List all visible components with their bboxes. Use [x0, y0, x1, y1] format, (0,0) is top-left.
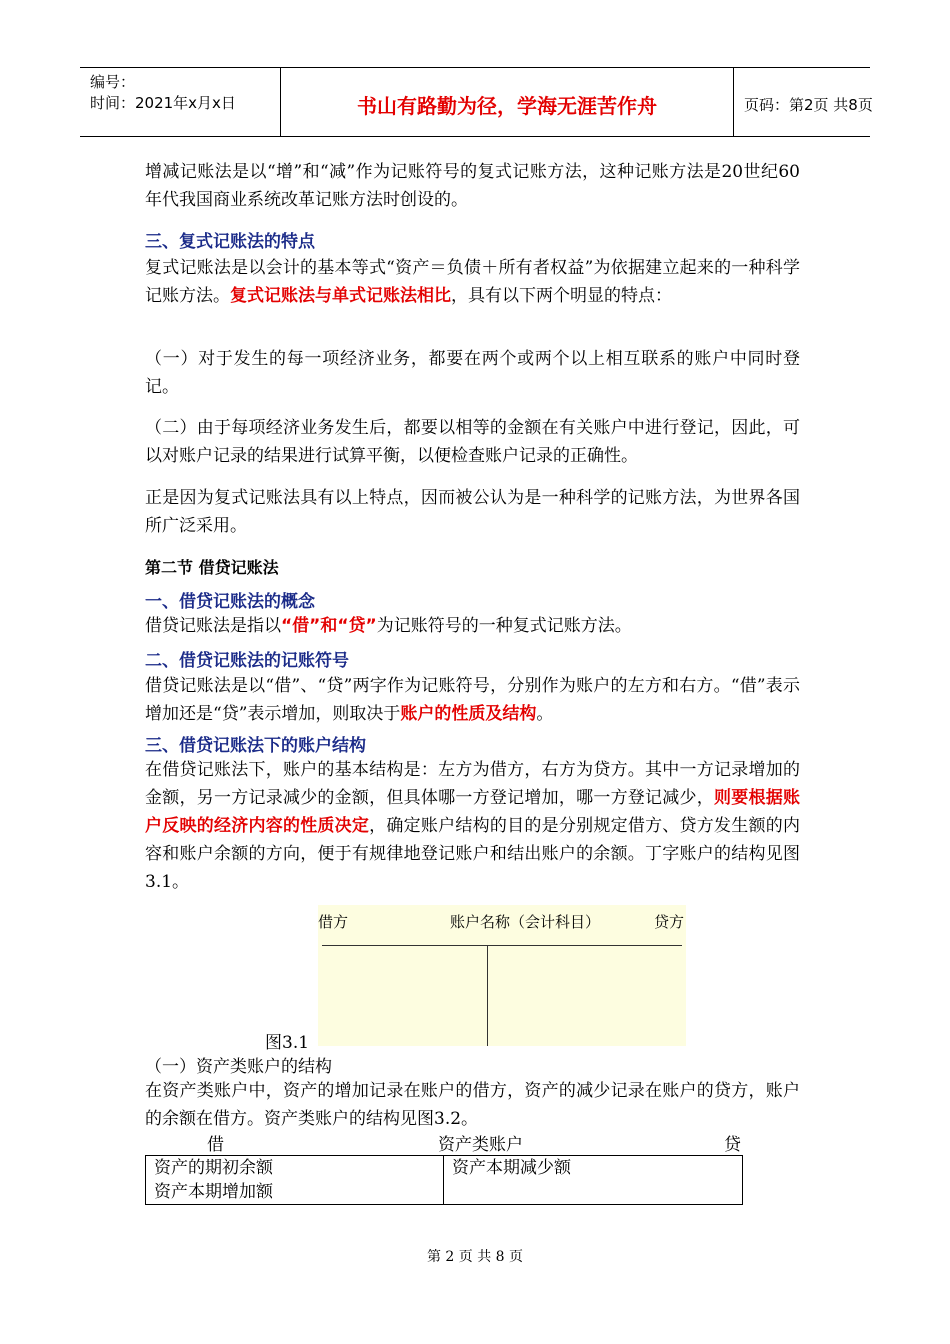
page-label: 页码：第2页 共8页: [744, 96, 873, 114]
page-header: [80, 67, 873, 137]
text-segment: 为记账符号的一种复式记账方法。: [376, 616, 632, 636]
motto: 书山有路勤为径，学海无涯苦作舟: [357, 94, 657, 118]
text-segment: ，确定账户结构的目的是分别规定借方、贷方发生额的内容和账户余额的方向，便于有规律地登记账户和结出账户的余额。丁字账户的结构见图3.1。: [145, 816, 801, 892]
text-segment: 借贷记账法是指以: [145, 616, 281, 636]
acct-credit-label: 贷: [724, 1135, 741, 1155]
asset-account-table: [145, 1155, 743, 1205]
highlight-nature-structure: 账户的性质及结构: [400, 704, 537, 724]
highlight-debit-credit: “借”和“贷”: [281, 616, 377, 636]
figure-caption: 图3.1: [265, 1033, 310, 1053]
paragraph-increase-decrease: 增减记账法是以“增”和“减”作为记账符号的复式记账方法，这种记账方法是20世纪60年代我国商业系统改革记账方法时创设的。: [145, 162, 800, 210]
date-label: 时间：2021年x月x日: [90, 94, 236, 112]
text-segment: 借贷记账法是以“借”、“贷”两字作为记账符号，分别作为账户的左方和右方。“借”表示增加还是“贷”表示增加，则取决于: [145, 676, 800, 724]
heading-concept: 一、借贷记账法的概念: [145, 592, 315, 612]
text-segment: 。: [536, 704, 554, 724]
page-footer: 第 2 页 共 8 页: [426, 1249, 524, 1265]
t-horizontal-line: [322, 945, 682, 946]
acct-debit-label: 借: [207, 1135, 224, 1155]
t-account-name: 账户名称（会计科目）: [450, 913, 601, 931]
paragraph-concept: [145, 612, 800, 640]
heading-structure: 三、借贷记账法下的账户结构: [145, 736, 366, 756]
paragraph-point-two: （二）由于每项经济业务发生后，都要以相等的金额在有关账户中进行登记，因此，可以对账户记录的结果进行试算平衡，以便检查账户记录的正确性。: [145, 418, 800, 466]
acct-title: 资产类账户: [438, 1135, 523, 1155]
t-credit-label: 贷方: [654, 913, 685, 931]
text-segment: ，具有以下两个明显的特点：: [451, 286, 672, 306]
highlight-determined: 则要根据账户反映的经济内容的性质决定: [145, 788, 801, 836]
paragraph-symbol: [145, 672, 800, 728]
text-segment: 在借贷记账法下，账户的基本结构是：左方为借方，右方为贷方。其中一方记录增加的金额，另一方记录减少的金额，但具体哪一方登记增加，哪一方登记减少，: [145, 760, 800, 808]
heading-symbol: 二、借贷记账法的记账符号: [145, 651, 349, 671]
highlight-compare: 复式记账法与单式记账法相比: [230, 286, 451, 306]
paragraph-double-entry: [145, 254, 800, 310]
acct-left-opening: 资产的期初余额: [154, 1158, 273, 1178]
paragraph-asset: 在资产类账户中，资产的增加记录在账户的借方，资产的减少记录在账户的贷方，账户的余额在借方。资产类账户的结构见图3.2。: [145, 1081, 800, 1129]
header-motto-cell: [281, 68, 734, 136]
acct-divider: [443, 1156, 444, 1204]
header-page-cell: [734, 68, 873, 136]
section-title: 第二节 借贷记账法: [145, 558, 279, 577]
number-label: 编号：: [90, 73, 136, 91]
paragraph-conclusion: 正是因为复式记账法具有以上特点，因而被公认为是一种科学的记账方法，为世界各国所广泛采用。: [145, 488, 800, 536]
paragraph-point-one: （一）对于发生的每一项经济业务，都要在两个或两个以上相互联系的账户中同时登记。: [145, 349, 800, 397]
t-debit-label: 借方: [318, 913, 349, 931]
heading-features: 三、复式记账法的特点: [145, 232, 315, 252]
subheading-asset: （一）资产类账户的结构: [145, 1057, 332, 1077]
paragraph-structure: [145, 756, 800, 896]
acct-right-decrease: 资产本期减少额: [452, 1158, 571, 1178]
text-segment: 复式记账法是以会计的基本等式“资产＝负债＋所有者权益”为依据建立起来的一种科学记账方法。: [145, 258, 800, 306]
t-account-figure: [318, 905, 686, 1046]
t-vertical-line: [487, 945, 488, 1046]
header-info-cell: [80, 68, 281, 136]
acct-left-increase: 资产本期增加额: [154, 1182, 273, 1202]
